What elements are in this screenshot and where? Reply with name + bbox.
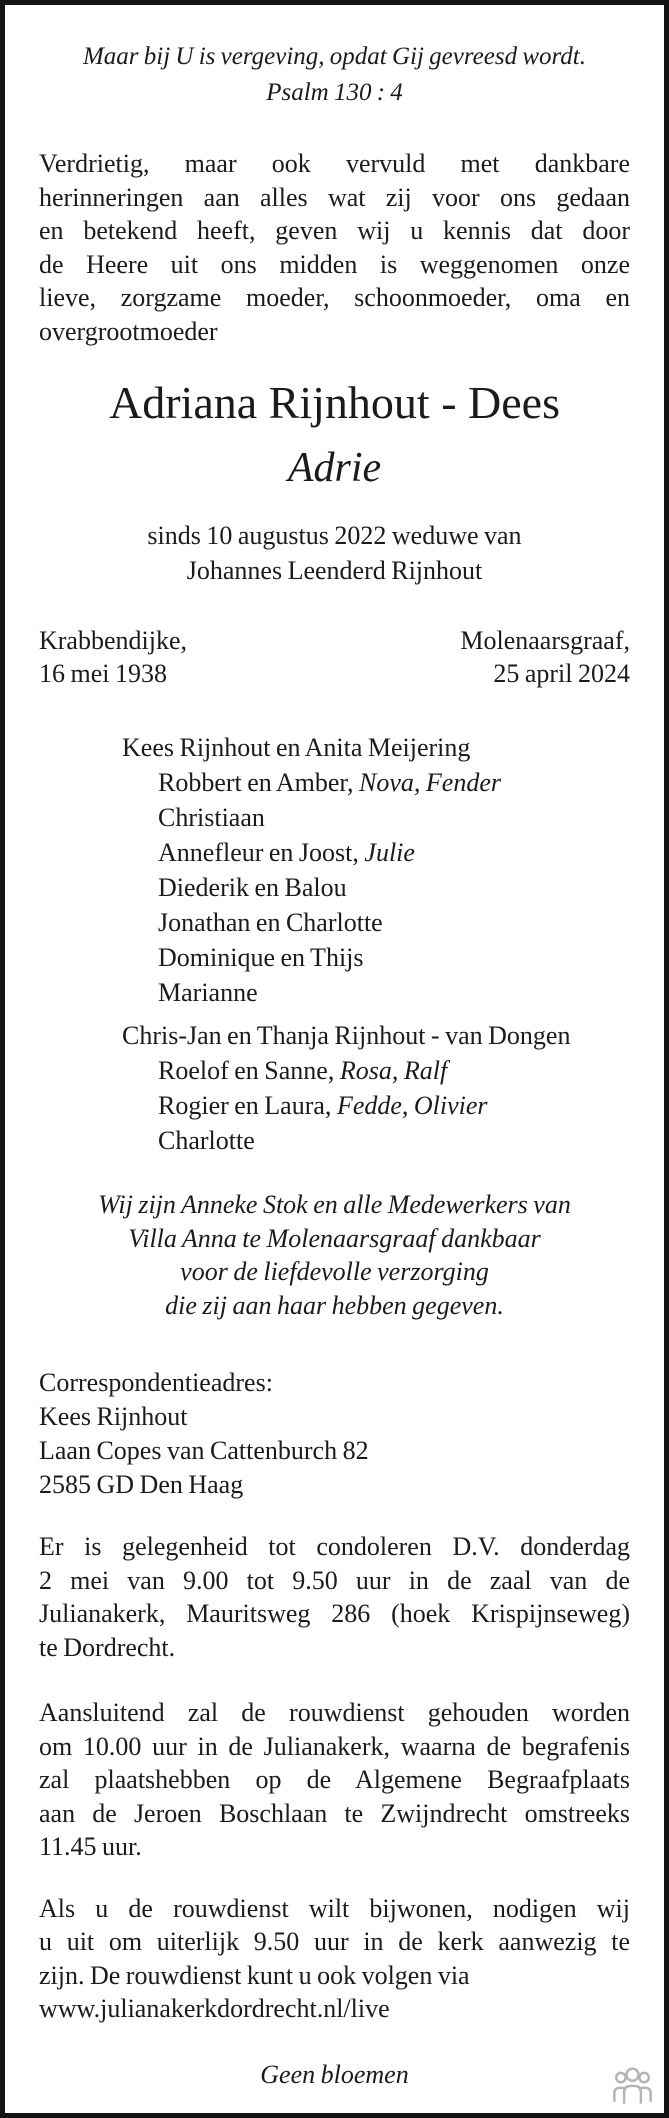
text-line: u uit om uiterlijk 9.50 uur in de kerk aanwezig te — [39, 1927, 630, 1956]
text-line: zal plaatshebben op de Algemene Begraafplaats — [39, 1765, 630, 1794]
text-line: Verdrietig, maar ook vervuld met dankbare — [39, 149, 630, 178]
text-line: die zij aan haar hebben gegeven. — [165, 1290, 504, 1320]
text-line: 11.45 uur. — [39, 1832, 142, 1861]
family-member: Annefleur en Joost, Julie — [158, 838, 415, 867]
family-member: Charlotte — [158, 1126, 255, 1155]
text-line: sinds 10 augustus 2022 weduwe van — [147, 521, 522, 550]
family-member: Jonathan en Charlotte — [158, 908, 383, 937]
family-group-head: Kees Rijnhout en Anita Meijering — [122, 733, 471, 762]
text-line: te Dordrecht. — [39, 1632, 176, 1662]
birth-date: 16 mei 1938 — [39, 659, 167, 688]
text-line: Wij zijn Anneke Stok en alle Medewerkers van — [98, 1190, 571, 1219]
no-flowers-text: Geen bloemen — [260, 2059, 409, 2089]
birth-death-row — [39, 624, 630, 690]
death-place-date — [460, 624, 630, 690]
text-line: herinneringen aan alles wat zij voor ons gedaan — [39, 182, 630, 212]
text-line: Laan Copes van Cattenburch 82 — [39, 1436, 369, 1465]
scripture-quote — [39, 39, 630, 111]
text-line: zijn. De rouwdienst kunt u ook volgen via — [39, 1960, 470, 1990]
text-line: Julianakerk, Mauritsweg 286 (hoek Krispijnseweg) — [39, 1599, 630, 1628]
family-group — [122, 1018, 630, 1158]
text-line: 2585 GD Den Haag — [39, 1470, 244, 1499]
text-line: Er is gelegenheid tot condoleren D.V. donderdag — [39, 1532, 630, 1561]
family-member: Diederik en Balou — [158, 873, 347, 902]
death-place: Molenaarsgraaf, — [460, 626, 630, 655]
text-line: aan de Jeroen Boschlaan te Zwijndrecht omstreeks — [39, 1798, 630, 1828]
text-line: voor de liefdevolle verzorging — [180, 1257, 489, 1286]
text-line: Aansluitend zal de rouwdienst gehouden worden — [39, 1698, 630, 1727]
family-group — [122, 730, 630, 1010]
condolence-paragraph — [39, 1530, 630, 1664]
family-icon — [612, 2066, 653, 2104]
birth-place: Krabbendijke, — [39, 626, 188, 655]
text-line: lieve, zorgzame moeder, schoonmoeder, oma en — [39, 283, 630, 312]
deceased-nickname: Adrie — [287, 445, 382, 491]
text-line: 2 mei van 9.00 tot 9.50 uur in de zaal van de — [39, 1565, 630, 1595]
correspondence-label: Correspondentieadres: — [39, 1368, 273, 1397]
scripture-source: Psalm 130 : 4 — [266, 79, 403, 106]
gratitude-paragraph — [39, 1188, 630, 1322]
deceased-name: Adriana Rijnhout - Dees — [109, 377, 560, 428]
text-line: Johannes Leenderd Rijnhout — [186, 556, 483, 585]
text-line: en betekend heeft, geven wij u kennis dat door — [39, 216, 630, 245]
family-member: Marianne — [158, 978, 258, 1007]
family-member: Robbert en Amber, Nova, Fender — [158, 768, 501, 797]
correspondence-address — [39, 1400, 630, 1502]
text-line: www.julianakerkdordrecht.nl/live — [39, 1994, 390, 2023]
scripture-quote-text: Maar bij U is vergeving, opdat Gij gevreesd wordt. — [82, 43, 587, 70]
text-line: Villa Anna te Molenaarsgraaf dankbaar — [128, 1223, 541, 1253]
announcement-paragraph — [39, 147, 630, 348]
death-date: 25 april 2024 — [493, 659, 630, 688]
text-line: Als u de rouwdienst wilt bijwonen, nodigen wij — [39, 1893, 630, 1923]
family-member: Roelof en Sanne, Rosa, Ralf — [158, 1056, 448, 1085]
service-paragraph — [39, 1696, 630, 1864]
family-list — [39, 730, 630, 1158]
text-line: om 10.00 uur in de Julianakerk, waarna de begrafenis — [39, 1731, 630, 1761]
correspondence-block — [39, 1366, 630, 1502]
no-flowers-note — [39, 2058, 630, 2091]
widow-of-block — [39, 518, 630, 588]
birth-place-date — [39, 624, 187, 690]
attendance-paragraph — [39, 1892, 630, 2026]
family-member: Dominique en Thijs — [158, 943, 364, 972]
text-line: overgrootmoeder — [39, 316, 218, 346]
text-line: de Heere uit ons midden is weggenomen onze — [39, 249, 630, 279]
family-member: Rogier en Laura, Fedde, Olivier — [158, 1091, 488, 1120]
family-member: Christiaan — [158, 803, 265, 832]
text-line: Kees Rijnhout — [39, 1402, 188, 1431]
family-group-head: Chris-Jan en Thanja Rijnhout - van Dongen — [122, 1021, 571, 1050]
